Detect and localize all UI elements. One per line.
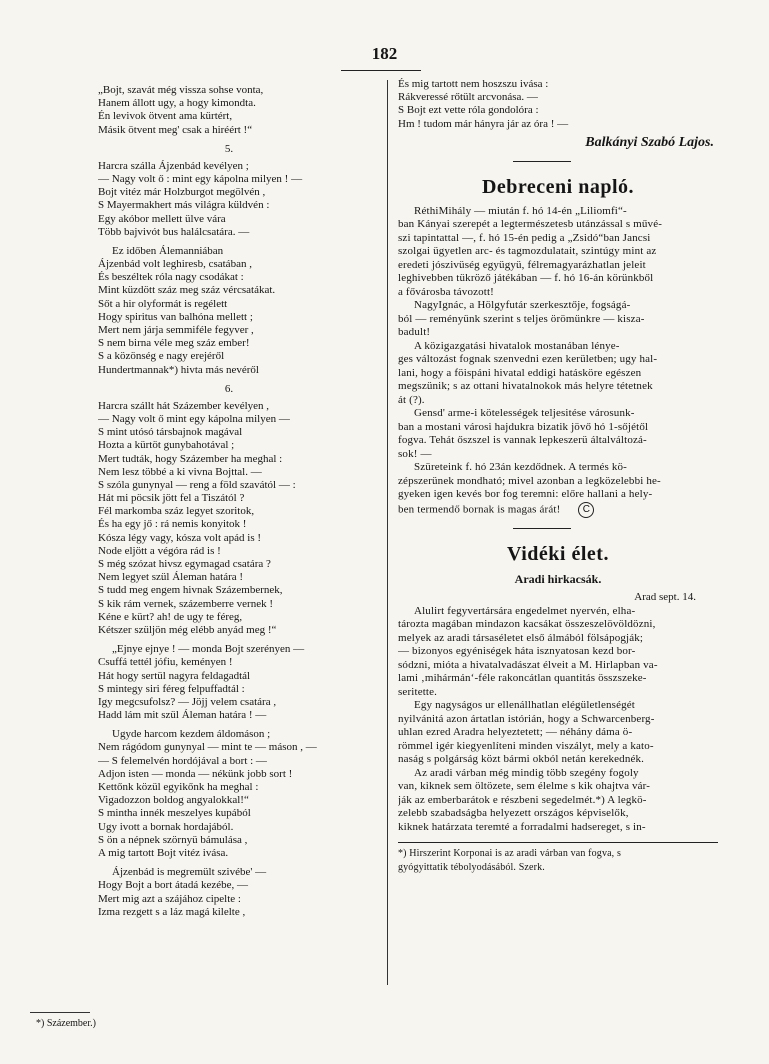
text-line: leghivebben tükröző játékában — f. hó 16-án körünkből <box>398 272 654 285</box>
poem-line: S mintha innék meszelyes kupából <box>98 807 251 820</box>
poem-ending <box>398 78 718 131</box>
text-line: kiknek határzata teremté a forradalmi hadsereget, s in- <box>398 820 646 833</box>
news-paragraph <box>398 407 718 461</box>
text-line: gyeken igen kevés bor fog teremni: előre hallani a hely- <box>398 488 653 501</box>
poem-line: Kétszer szüljön még elébb anyád meg !“ <box>98 623 277 636</box>
poem-line: Mert mig azt a szájához cipelte : <box>98 892 241 905</box>
stanza-5 <box>98 160 360 239</box>
poem-line: Node eljött a végóra rád is ! <box>98 544 221 557</box>
poem-line: Nem legyet szül Áleman határa ! <box>98 571 244 584</box>
poem-line: Hát hogy sertül nagyra feldagadtál <box>98 669 251 682</box>
news-paragraph <box>398 299 718 340</box>
text-line: fogva. Tehát őszszel is vannak lepkeszerü általváltozá- <box>398 434 647 447</box>
poem-line: Ájzenbád volt leghiresb, csatában , <box>98 258 252 271</box>
debrecen-news <box>398 205 718 518</box>
news-paragraph <box>398 605 718 700</box>
poem-line: A mig tartott Bojt vitéz ivása. <box>98 846 229 859</box>
poem-line: Fél markomba száz legyet szoritok, <box>98 505 255 518</box>
poem-line: S Mayermakhert más világra küldvén : <box>98 199 270 212</box>
poem-line: S szóla gunynyal — reng a föld szavától — : <box>98 478 296 491</box>
poem-line: Egy akóbor mellett ülve vára <box>98 212 226 225</box>
footnote-rule <box>398 842 718 843</box>
column-divider <box>387 80 388 985</box>
text-line: zelebb szabadságba helyezett országos képviselők, <box>398 807 629 820</box>
text-line: Alulirt fegyvertársára engedelmet nyervén, elha- <box>414 604 636 617</box>
text-line: melyek az aradi társaséletet első álmából fölsápogják; <box>398 631 644 644</box>
poem-line: S Bojt ezt vette róla gondolóra : <box>398 104 539 117</box>
text-line: uhlan ezred Aradra helyeztetett; — néhány dáma ö- <box>398 726 633 739</box>
poem-line: Ugy ivott a bornak hordajából. <box>98 820 234 833</box>
poem-line: Csuffá tettél jófiu, keményen ! <box>98 656 233 669</box>
poem-line: És ha egy jő : rá nemis konyitok ! <box>98 518 247 531</box>
poem-line: Harcra szálla Ájzenbád kevélyen ; <box>98 159 249 172</box>
text-line: seritette. <box>398 685 438 698</box>
poem-line: — Nagy volt ő : mint egy kápolna milyen ! — <box>98 172 303 185</box>
poem-line: Izma rezgett s a láz magá kilelte , <box>98 905 246 918</box>
text-line: Az aradi várban még mindig több szegény fogoly <box>414 766 639 779</box>
poem-line: Hogy Bojt a bort átadá kezébe, — <box>98 879 248 892</box>
text-line: ban a mostani városi hajdukra bizatik jövő hó 1-sőjétől <box>398 420 649 433</box>
poem-line: S ön a népnek szörnyü bámulása , <box>98 833 248 846</box>
text-line: naság s polgárság közt bármi okból netán kerekednék. <box>398 753 645 766</box>
footnote-line: gyógyittatik tébolyodásából. Szerk. <box>398 861 545 873</box>
section-title: Debreceni napló. <box>481 175 635 198</box>
text-line: sódzni, mióta a hivatalvadászat élveit a M. Hirlapban va- <box>398 658 658 671</box>
poem-line: — S felemelvén hordójával a bort : — <box>98 754 267 767</box>
poem-line: Mert nem járja semmiféle fegyver , <box>98 324 254 336</box>
text-line: badult! <box>398 326 431 339</box>
stanza-6 <box>98 400 360 637</box>
stanza-fight <box>98 728 360 860</box>
text-line: ják az emberbarátok e részbeni segedelmét.*) A legkö- <box>398 793 647 806</box>
stanza-number: 5. <box>224 142 234 155</box>
left-footnote: *) Százember.) <box>36 1018 96 1029</box>
poem-line: Mert tudták, hogy Százember ha meghal : <box>98 452 283 465</box>
stanza-end <box>98 866 360 919</box>
poem-line: „Ejnye ejnye ! — monda Bojt szerényen — <box>112 643 305 656</box>
poem-line: S kik rám vernek, százemberre vernek ! <box>98 597 274 610</box>
arad-news <box>398 605 718 835</box>
section-title: Vidéki élet. <box>507 542 609 565</box>
poem-line: Hundertmannak*) hivta más nevéről <box>98 363 259 376</box>
text-line: ból — reményünk szerint s teljes örömünkre — kisza- <box>398 312 645 325</box>
poem-line: Hát mi pöcsik jött fel a Tiszától ? <box>98 492 245 505</box>
right-footnote <box>398 847 718 874</box>
text-line: megszünik; s az ottani hivatalnokok más helyre tétetnek <box>398 380 653 393</box>
text-line: szolgai ügyetlen arc- és tagmozdulatait, szintúgy mint az <box>398 245 657 258</box>
poem-line: Kettőnk közül egyikőnk ha meghal : <box>98 781 259 793</box>
copyright-mark-icon: C <box>578 502 594 518</box>
section-subtitle: Aradi hirkacsák. <box>514 571 602 586</box>
poem-line: S még szózat hivsz egymagad csatára ? <box>98 558 271 570</box>
poem-line: Hogy spiritus van balhóna mellett ; <box>98 310 253 323</box>
text-line: tározta magában mindazon kacsákat összeszelövöldözni, <box>398 618 656 631</box>
poem-line: Harcra szállt hát Százember kevélyen , <box>98 399 270 412</box>
poem-line: Rákveressé rőtült arcvonása. — <box>398 91 538 104</box>
stanza-5b <box>98 245 360 377</box>
poem-line: S mint utósó társbajnok magával <box>98 426 243 439</box>
poem-line: Hadd lám mit szül Áleman határa ! — <box>98 709 267 722</box>
stanza-reply <box>98 643 360 722</box>
news-paragraph <box>398 340 718 408</box>
text-line: RéthiMihály — miután f. hó 14-én „Liliomfi“- <box>414 204 627 217</box>
poem-line: Adjon isten — monda — nékünk jobb sort ! <box>98 767 293 780</box>
text-line: át (?). <box>398 393 425 406</box>
news-paragraph <box>398 461 718 518</box>
poem-line: Sőt a hir olyformát is regélett <box>98 297 228 310</box>
text-line: ban Kányai szerepét a legtermészetesb utánzással s művé- <box>398 218 663 231</box>
poem-line: Másik ötvent meg' csak a hiréért !“ <box>98 123 253 136</box>
news-paragraph <box>398 205 718 300</box>
poem-line: Ez időben Álemanniában <box>112 244 224 257</box>
footnote-line: *) Hirszerint Korponai is az aradi várban van fogva, s <box>398 848 622 860</box>
text-line: Egy nagyságos ur ellenállhatlan elégületlenségét <box>414 699 636 712</box>
poem-line: És beszéltek róla nagy csodákat : <box>98 271 244 284</box>
poem-line: Bojt vitéz már Holzburgot megölvén , <box>98 186 266 199</box>
poem-line: Én levivok ötvent ama kürtért, <box>98 110 233 123</box>
footnote-rule <box>30 1012 90 1013</box>
stanza-number: 6. <box>224 382 234 395</box>
poem-line: Kéne e kürt? ah! de ugy te féreg, <box>98 610 243 623</box>
text-line: sok! — <box>398 447 432 460</box>
text-line: A közigazgatási hivatalok mostanában lénye- <box>414 339 620 352</box>
text-line: lami ‚mihármán‘-féle rakoncátlan quantitás összszeke- <box>398 672 647 685</box>
poem-signature: Balkányi Szabó Lajos. <box>585 134 714 150</box>
poem-line: Nem lesz többé a ki vivna Bojttal. — <box>98 465 262 478</box>
poem-line: Több bajvivót bus halálcsatára. — <box>98 225 250 238</box>
poem-line: Hm ! tudom már hányra jár az óra ! — <box>398 117 569 130</box>
text-line: ges változást fognak szenvedni ezen kerületben; ugy hal- <box>398 353 658 366</box>
poem-line: S tudd meg engem hivnak Százembernek, <box>98 584 283 597</box>
poem-line: Hanem állott ugy, a hogy kimondta. <box>98 97 256 110</box>
poem-line: S mintegy siri féreg felpuffadtál : <box>98 682 245 695</box>
news-paragraph <box>398 767 718 835</box>
poem-line: Vigadozzon boldog angyalokkal!“ <box>98 794 249 807</box>
poem-line: Nem rágódom gunynyal — mint te — máson , — <box>98 741 317 754</box>
poem-intro <box>98 84 360 137</box>
poem-line: Mint küzdött száz meg száz vércsatákat. <box>98 284 276 297</box>
section-rule <box>513 161 571 162</box>
text-line: — bizonyos egyéniségek háta isznyatosan kezd bor- <box>398 645 636 658</box>
poem-line: És mig tartott nem hoszszu ivása : <box>398 78 549 90</box>
text-line: lani, hogy a föispáni hivatal eddigi hatásköre egészen <box>398 366 642 379</box>
poem-line: Igy megcsufolsz? — Jöjj velem csatára , <box>98 695 277 708</box>
poem-line: — Nagy volt ő mint egy kápolna milyen — <box>98 412 290 425</box>
text-line: Gensd' arme-i kötelességek teljesitése városunk- <box>414 407 635 420</box>
text-line: Szüreteink f. hó 23án kezdődnek. A termés kö- <box>414 461 627 474</box>
text-line: zépszerünek mondható; mivel azonban a legközelebbi he- <box>398 474 661 487</box>
header-rule <box>341 70 421 71</box>
poem-line: „Bojt, szavát még vissza sohse vonta, <box>98 84 264 96</box>
poem-line: S nem birna véle meg száz ember! <box>98 337 250 350</box>
poem-line: Ájzenbád is megremült szivébe' — <box>112 866 267 879</box>
text-line: a fővárosba távozott! <box>398 285 494 298</box>
text-line: NagyIgnác, a Hölgyfutár szerkesztője, fogságá- <box>414 299 631 312</box>
right-column <box>398 78 718 874</box>
news-paragraph <box>398 699 718 767</box>
page-number: 182 <box>371 44 398 63</box>
poem-line: Kósza légy vagy, kósza volt apád is ! <box>98 531 262 544</box>
text-line: szi tapintattal —, f. hó 15-én pedig a „Zsidó“ban Jancsi <box>398 231 651 244</box>
left-column <box>98 84 360 919</box>
text-line: römmel igér kiegyenlíteni minden viszályt, mely a kato- <box>398 739 654 752</box>
poem-line: Ugyde harcom kezdem áldomáson ; <box>112 728 271 741</box>
text-segment: ben termendő bornak is magas árát! <box>398 503 561 516</box>
text-line: eredeti jószivüség együgyü, félremagyarázhatlan jeleit <box>398 258 646 271</box>
text-line: van, kiknek sem öltözete, sem élelme s kik ohajtva vár- <box>398 780 651 793</box>
text-line: nyilvánitá azon ártatlan istórián, hogy a Schwarcenberg- <box>398 712 655 725</box>
poem-line: Hozta a kürtöt gunybahotával ; <box>98 439 235 452</box>
text-line <box>398 502 718 518</box>
dateline: Arad sept. 14. <box>634 590 696 603</box>
section-rule <box>513 528 571 529</box>
poem-line: S a közönség e nagy erejéről <box>98 350 225 363</box>
